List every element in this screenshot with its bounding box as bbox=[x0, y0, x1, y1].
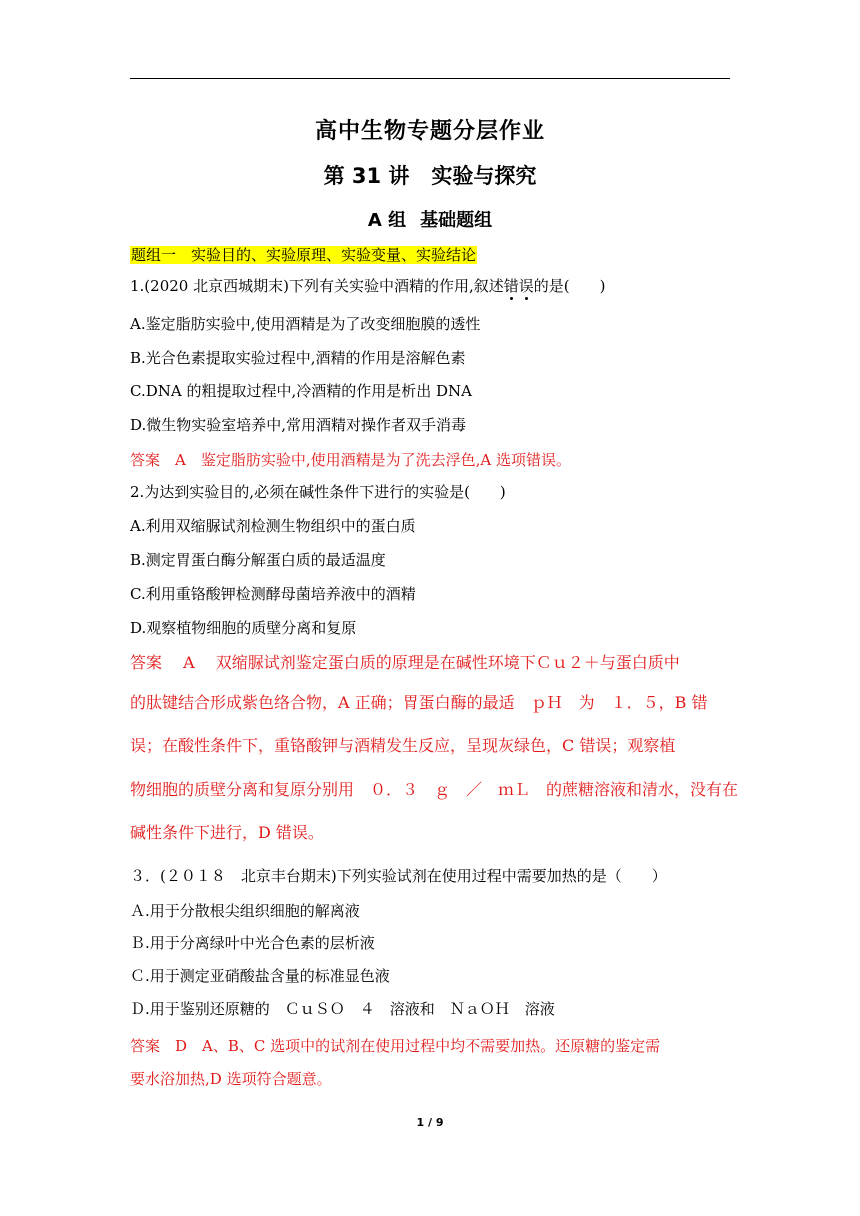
document-title: 高中生物专题分层作业 bbox=[314, 119, 545, 144]
question-2-answer-line-1: 答案 A 双缩脲试剂鉴定蛋白质的原理是在碱性环境下Ｃｕ２＋与蛋白质中 bbox=[130, 653, 680, 672]
group-title bbox=[130, 206, 730, 232]
section-topic: 实验目的、实验原理、实验变量、实验结论 bbox=[191, 246, 477, 264]
question-2-answer-line-4: 物细胞的质壁分离和复原分别用 ０．３ ｇ ／ ｍＬ 的蔗糖溶液和清水，没有在 bbox=[130, 780, 739, 799]
question-2-option-c: C.利用重铬酸钾检测酵母菌培养液中的酒精 bbox=[130, 585, 416, 603]
emphasis-char-wu: 误 bbox=[518, 277, 534, 295]
question-3-option-c: Ｃ.用于测定亚硝酸盐含量的标准显色液 bbox=[130, 967, 390, 985]
question-2-answer-line-2: 的肽键结合形成紫色络合物，A 正确；胃蛋白酶的最适 ｐＨ 为 １．５，B 错 bbox=[130, 693, 708, 712]
section-label: 题组一 bbox=[131, 246, 177, 264]
section-highlight bbox=[130, 246, 477, 264]
question-2-option-b: B.测定胃蛋白酶分解蛋白质的最适温度 bbox=[130, 551, 386, 569]
question-2-option-d: D.观察植物细胞的质壁分离和复原 bbox=[130, 619, 357, 637]
question-1-option-d: D.微生物实验室培养中,常用酒精对操作者双手消毒 bbox=[130, 416, 467, 434]
lecture-topic: 实验与探究 bbox=[431, 164, 537, 188]
question-3-stem: ３．(２０１８ 北京丰台期末)下列实验试剂在使用过程中需要加热的是（ ） bbox=[130, 867, 667, 885]
question-1-stem-text: 1.(2020 北京西城期末)下列有关实验中酒精的作用,叙述 bbox=[130, 277, 504, 295]
question-1-stem bbox=[130, 276, 740, 296]
question-1-stem-tail: 的是( ) bbox=[533, 277, 606, 295]
lecture-number: 第 31 讲 bbox=[323, 164, 410, 188]
page-number: 1 / 9 bbox=[416, 1116, 444, 1129]
group-name: 基础题组 bbox=[420, 210, 493, 231]
lecture-title bbox=[130, 160, 730, 190]
question-2-answer-line-5: 碱性条件下进行，D 错误。 bbox=[130, 823, 324, 842]
question-2-option-a: A.利用双缩脲试剂检测生物组织中的蛋白质 bbox=[130, 517, 416, 535]
question-1-answer: 答案 A 鉴定脂肪实验中,使用酒精是为了洗去浮色,A 选项错误。 bbox=[130, 451, 571, 469]
question-1-option-b: B.光合色素提取实验过程中,酒精的作用是溶解色素 bbox=[130, 349, 466, 367]
question-3-answer-line-1: 答案 D A、B、C 选项中的试剂在使用过程中均不需要加热。还原糖的鉴定需 bbox=[130, 1037, 661, 1055]
question-3-answer-line-2: 要水浴加热,D 选项符合题意。 bbox=[130, 1070, 332, 1088]
question-1-option-a: A.鉴定脂肪实验中,使用酒精是为了改变细胞膜的透性 bbox=[130, 315, 481, 333]
question-3-option-d: Ｄ.用于鉴别还原糖的 ＣｕＳＯ ４ 溶液和 ＮａＯＨ 溶液 bbox=[130, 1000, 555, 1018]
section-heading bbox=[130, 245, 740, 265]
emphasis-char-cuo: 错 bbox=[503, 277, 519, 295]
question-3-option-b: Ｂ.用于分离绿叶中光合色素的层析液 bbox=[130, 934, 375, 952]
question-2-answer-line-3: 误；在酸性条件下，重铬酸钾与酒精发生反应，呈现灰绿色，C 错误；观察植 bbox=[130, 736, 676, 755]
question-1-option-c: C.DNA 的粗提取过程中,冷酒精的作用是析出 DNA bbox=[130, 382, 472, 400]
question-3-option-a: Ａ.用于分散根尖组织细胞的解离液 bbox=[130, 902, 360, 920]
group-id: A 组 bbox=[367, 210, 407, 231]
question-2-stem: 2.为达到实验目的,必须在碱性条件下进行的实验是( ) bbox=[130, 483, 506, 501]
header-rule bbox=[130, 78, 730, 79]
